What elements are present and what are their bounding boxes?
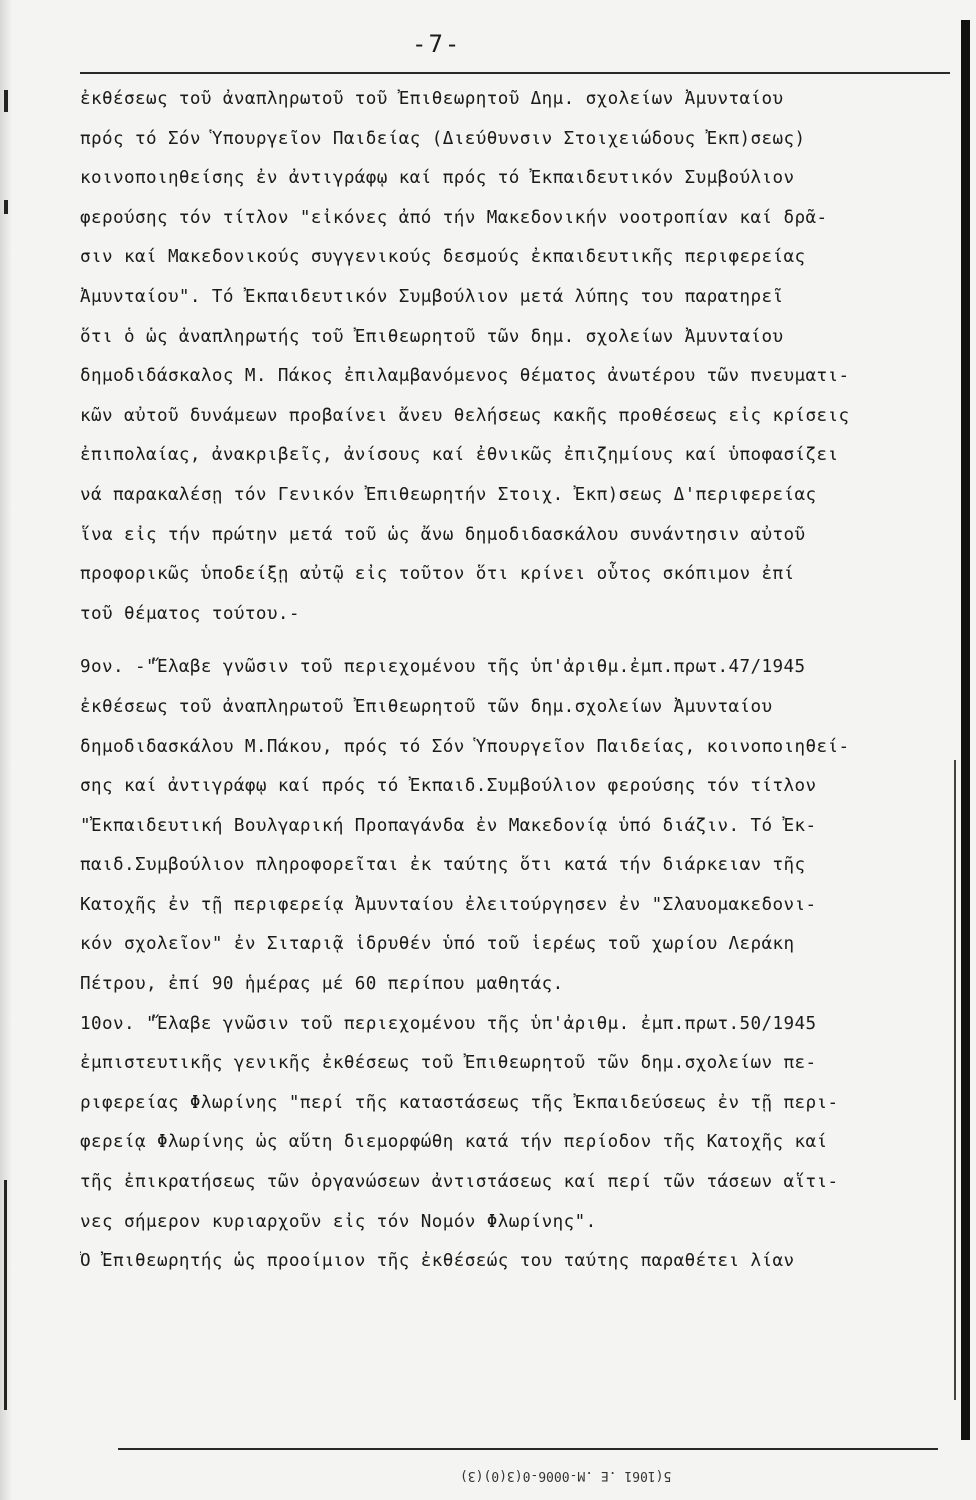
text-line: δημοδιδασκάλου Μ.Πάκου, πρός τό Σόν Ὑπουργεῖον Παιδείας, κοινοποιηθεί- bbox=[80, 736, 850, 757]
text-line: νά παρακαλέσῃ τόν Γενικόν Ἐπιθεωρητήν Στοιχ. Ἐκπ)σεως Δ'περιφερείας bbox=[80, 484, 817, 505]
text-line: προφορικῶς ὑποδείξῃ αὐτῷ εἰς τοῦτον ὅτι κρίνει οὗτος σκόπιμον ἐπί bbox=[80, 564, 795, 585]
binding-edge bbox=[961, 20, 970, 1440]
scan-mark bbox=[4, 90, 8, 112]
text-line: τῆς ἐπικρατήσεως τῶν ὀργανώσεων ἀντιστάσεως καί περί τῶν τάσεων αἵτι- bbox=[80, 1172, 839, 1193]
text-line: Ὁ Ἐπιθεωρητής ὡς προοίμιον τῆς ἐκθέσεώς του ταύτης παραθέτει λίαν bbox=[80, 1251, 795, 1272]
text-line: ἵνα εἰς τήν πρώτην μετά τοῦ ὡς ἄνω δημοδιδασκάλου συνάντησιν αὐτοῦ bbox=[80, 524, 806, 545]
text-line: ριφερείας Φλωρίνης "περί τῆς καταστάσεως τῆς Ἐκπαιδεύσεως ἐν τῇ περι- bbox=[80, 1092, 839, 1113]
text-line: κῶν αὐτοῦ δυνάμεων προβαίνει ἄνευ θελήσεως κακῆς προθέσεως εἰς κρίσεις bbox=[80, 405, 850, 426]
text-line: Κατοχῆς ἐν τῇ περιφερείᾳ Ἀμυνταίου ἐλειτούργησεν ἐν "Σλαυομακεδονι- bbox=[80, 894, 817, 915]
text-line: παιδ.Συμβούλιον πληροφορεῖται ἐκ ταύτης ὅτι κατά τήν διάρκειαν τῆς bbox=[80, 855, 806, 876]
text-line: φερούσης τόν τίτλον "εἰκόνες ἀπό τήν Μακεδονικήν νοοτροπίαν καί δρᾶ- bbox=[80, 207, 828, 228]
scan-mark bbox=[4, 1180, 7, 1410]
text-line: Ἀμυνταίου". Τό Ἐκπαιδευτικόν Συμβούλιον μετά λύπης του παρατηρεῖ bbox=[80, 286, 784, 307]
bottom-rule bbox=[118, 1448, 938, 1450]
binding-edge-secondary bbox=[954, 760, 956, 1400]
text-line: ἐκθέσεως τοῦ ἀναπληρωτοῦ τοῦ Ἐπιθεωρητοῦ Δημ. σχολείων Ἀμυνταίου bbox=[80, 89, 784, 109]
text-line: "Ἐκπαιδευτική Βουλγαρική Προπαγάνδα ἐν Μακεδονίᾳ ὑπό διάζιν. Τό Ἐκ- bbox=[80, 815, 817, 836]
text-line: τοῦ θέματος τούτου.- bbox=[80, 603, 300, 624]
text-line: ἐπιπολαίας, ἀνακριβεῖς, ἀνίσους καί ἐθνικῶς ἐπιζημίους καί ὑποφασίζει bbox=[80, 445, 839, 466]
text-line: σιν καί Μακεδονικούς συγγενικούς δεσμούς ἐκπαιδευτικῆς περιφερείας bbox=[80, 247, 806, 268]
text-line: ἐμπιστευτικῆς γενικῆς ἐκθέσεως τοῦ Ἐπιθεωρητοῦ τῶν δημ.σχολείων πε- bbox=[80, 1053, 817, 1074]
text-line: φερείᾳ Φλωρίνης ὡς αὕτη διεμορφώθη κατά τήν περίοδον τῆς Κατοχῆς καί bbox=[80, 1132, 828, 1153]
text-line: κόν σχολεῖον" ἐν Σιταριᾷ ἱδρυθέν ὑπό τοῦ ἱερέως τοῦ χωρίου Λεράκη bbox=[80, 934, 795, 955]
text-line: ὅτι ὁ ὡς ἀναπληρωτής τοῦ Ἐπιθεωρητοῦ τῶν δημ. σχολείων Ἀμυνταίου bbox=[80, 326, 784, 347]
text-line: νες σήμερον κυριαρχοῦν εἰς τόν Νομόν Φλωρίνης". bbox=[80, 1211, 597, 1232]
text-line: πρός τό Σόν Ὑπουργεῖον Παιδείας (Διεύθυνσιν Στοιχειώδους Ἐκπ)σεως) bbox=[80, 128, 806, 149]
header-rule bbox=[80, 72, 950, 74]
text-line: 9ον. -"Ἔλαβε γνῶσιν τοῦ περιεχομένου τῆς ὑπ'ἀριθμ.ἐμπ.πρωτ.47/1945 bbox=[80, 657, 806, 678]
text-line bbox=[80, 634, 950, 648]
text-line: σης καί ἀντιγράφῳ καί πρός τό Ἐκπαιδ.Συμβούλιον φερούσης τόν τίτλον bbox=[80, 776, 817, 797]
printer-code: 5(1061 .Ε .Μ-0006-0(3(0)(3) bbox=[460, 1468, 672, 1483]
text-line: Πέτρου, ἐπί 90 ἡμέρας μέ 60 περίπου μαθητάς. bbox=[80, 974, 564, 995]
typed-body-text bbox=[80, 80, 950, 1282]
text-line: δημοδιδάσκαλος Μ. Πάκος ἐπιλαμβανόμενος θέματος ἀνωτέρου τῶν πνευματι- bbox=[80, 366, 850, 387]
text-line: κοινοποιηθείσης ἐν ἀντιγράφῳ καί πρός τό Ἐκπαιδευτικόν Συμβούλιον bbox=[80, 168, 795, 189]
scan-mark bbox=[4, 200, 8, 214]
text-line: 10ον. "Ἔλαβε γνῶσιν τοῦ περιεχομένου τῆς ὑπ'ἀριθμ. ἐμπ.πρωτ.50/1945 bbox=[80, 1013, 817, 1034]
text-line: ἐκθέσεως τοῦ ἀναπληρωτοῦ Ἐπιθεωρητοῦ τῶν δημ.σχολείων Ἀμυνταίου bbox=[80, 696, 773, 717]
page-number: -7- bbox=[412, 30, 462, 58]
